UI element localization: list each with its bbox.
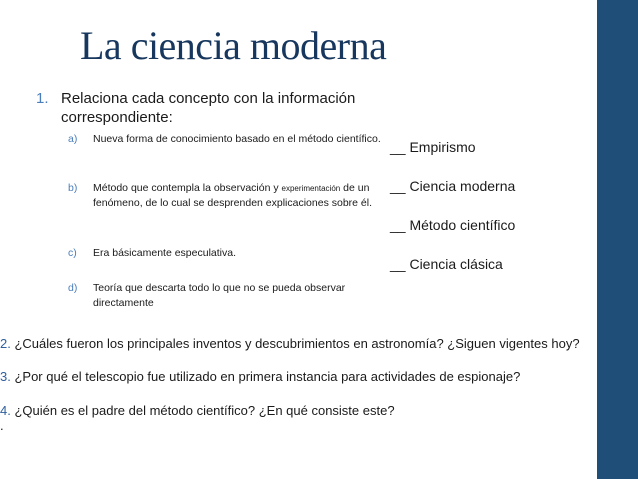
- question-4-number: 4.: [0, 403, 11, 418]
- question-2-number: 2.: [0, 336, 11, 351]
- question-3-number: 3.: [0, 369, 11, 384]
- question-2-text: ¿Cuáles fueron los principales inventos y descubrimientos en astronomía? ¿Siguen vigentes hoy?: [10, 336, 580, 351]
- item-text: [93, 181, 383, 211]
- question-3-text: ¿Por qué el telescopio fue utilizado en primera instancia para actividades de espionaje?: [10, 369, 521, 384]
- item-text-rest: de un fenómeno, de lo cual se desprenden explicaciones sobre él.: [93, 182, 373, 209]
- item-text: Era básicamente especulativa.: [93, 247, 236, 259]
- answer-ciencia-clasica: __ Ciencia clásica: [390, 256, 503, 272]
- accent-sidebar: [597, 0, 638, 479]
- item-letter: a): [68, 133, 78, 145]
- item-letter: c): [68, 247, 77, 259]
- question-1-text: Relaciona cada concepto con la información correspondiente:: [61, 90, 356, 126]
- trailing-dot: .: [0, 418, 4, 433]
- answer-ciencia-moderna: __ Ciencia moderna: [390, 178, 516, 194]
- item-letter: b): [68, 182, 78, 194]
- item-text: Nueva forma de conocimiento basado en el método científico.: [93, 133, 381, 145]
- slide-title: La ciencia moderna: [80, 23, 387, 68]
- question-2: [0, 336, 580, 351]
- question-1-number: 1.: [36, 90, 49, 107]
- question-4: [0, 403, 395, 418]
- item-text: Teoría que descarta todo lo que no se pueda observar directamente: [93, 282, 346, 309]
- item-text-small: experimentación: [281, 184, 341, 193]
- answer-empirismo: __ Empirismo: [390, 139, 476, 155]
- question-3: [0, 369, 520, 384]
- item-text-main: Método que contempla la observación y: [93, 182, 282, 194]
- question-4-text: ¿Quién es el padre del método científico? ¿En qué consiste este?: [10, 403, 395, 418]
- item-letter: d): [68, 282, 78, 294]
- answer-metodo-cientifico: __ Método científico: [390, 217, 516, 233]
